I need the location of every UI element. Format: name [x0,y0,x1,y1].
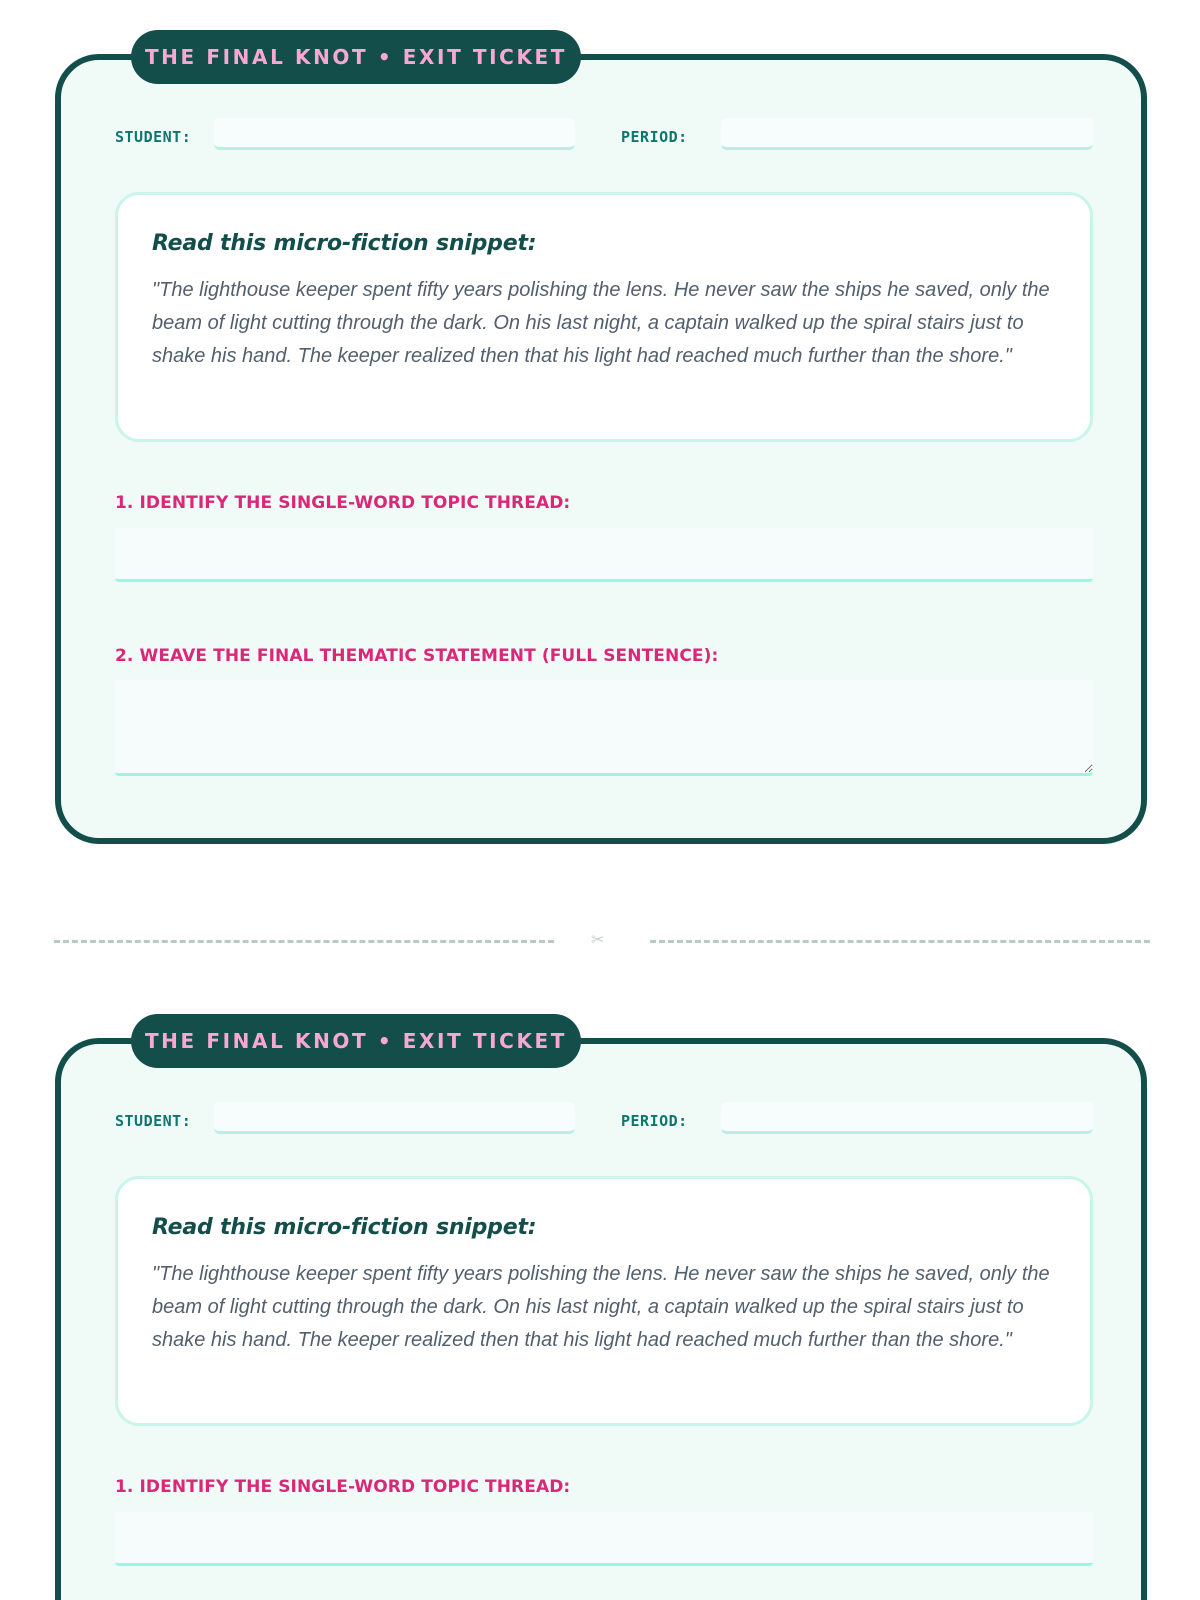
micro-fiction-snippet-box [115,1176,1093,1426]
snippet-text: "The lighthouse keeper spent fifty years polishing the lens. He never saw the ships he saved, only the beam of light cutting through the dark. On his last night, a captain walked up the spiral stairs just to shake his hand. The keeper realized then that his light had reached much further than the shore." [152,279,1050,367]
micro-fiction-snippet-box [115,192,1093,442]
snippet-text: "The lighthouse keeper spent fifty years polishing the lens. He never saw the ships he saved, only the beam of light cutting through the dark. On his last night, a captain walked up the spiral stairs just to shake his hand. The keeper realized then that his light had reached much further than the shore." [152,1263,1050,1351]
ticket-title-tab: THE FINAL KNOT • EXIT TICKET [131,30,581,84]
period-label: PERIOD: [621,128,688,146]
question-topic-thread: 1. IDENTIFY THE SINGLE-WORD TOPIC THREAD: [115,1477,571,1497]
student-label: STUDENT: [115,1112,192,1130]
topic-thread-answer-input[interactable] [115,528,1093,582]
cut-line-right [650,940,1150,943]
topic-thread-answer-input[interactable] [115,1512,1093,1566]
snippet-heading: Read this micro-fiction snippet: [152,1215,537,1240]
period-input[interactable] [721,1102,1093,1134]
student-name-input[interactable] [214,118,575,150]
snippet-heading: Read this micro-fiction snippet: [152,231,537,256]
student-label: STUDENT: [115,128,192,146]
question-topic-thread: 1. IDENTIFY THE SINGLE-WORD TOPIC THREAD: [115,493,571,513]
thematic-statement-answer-input[interactable] [115,680,1093,776]
student-name-input[interactable] [214,1102,575,1134]
period-input[interactable] [721,118,1093,150]
scissors-icon: ✂ [591,930,605,949]
ticket-title-tab: THE FINAL KNOT • EXIT TICKET [131,1014,581,1068]
question-thematic-statement: 2. WEAVE THE FINAL THEMATIC STATEMENT (FULL SENTENCE): [115,646,719,666]
exit-ticket-card [55,1029,1147,1600]
cut-line-left [54,940,554,943]
exit-ticket-card [55,45,1147,844]
period-label: PERIOD: [621,1112,688,1130]
